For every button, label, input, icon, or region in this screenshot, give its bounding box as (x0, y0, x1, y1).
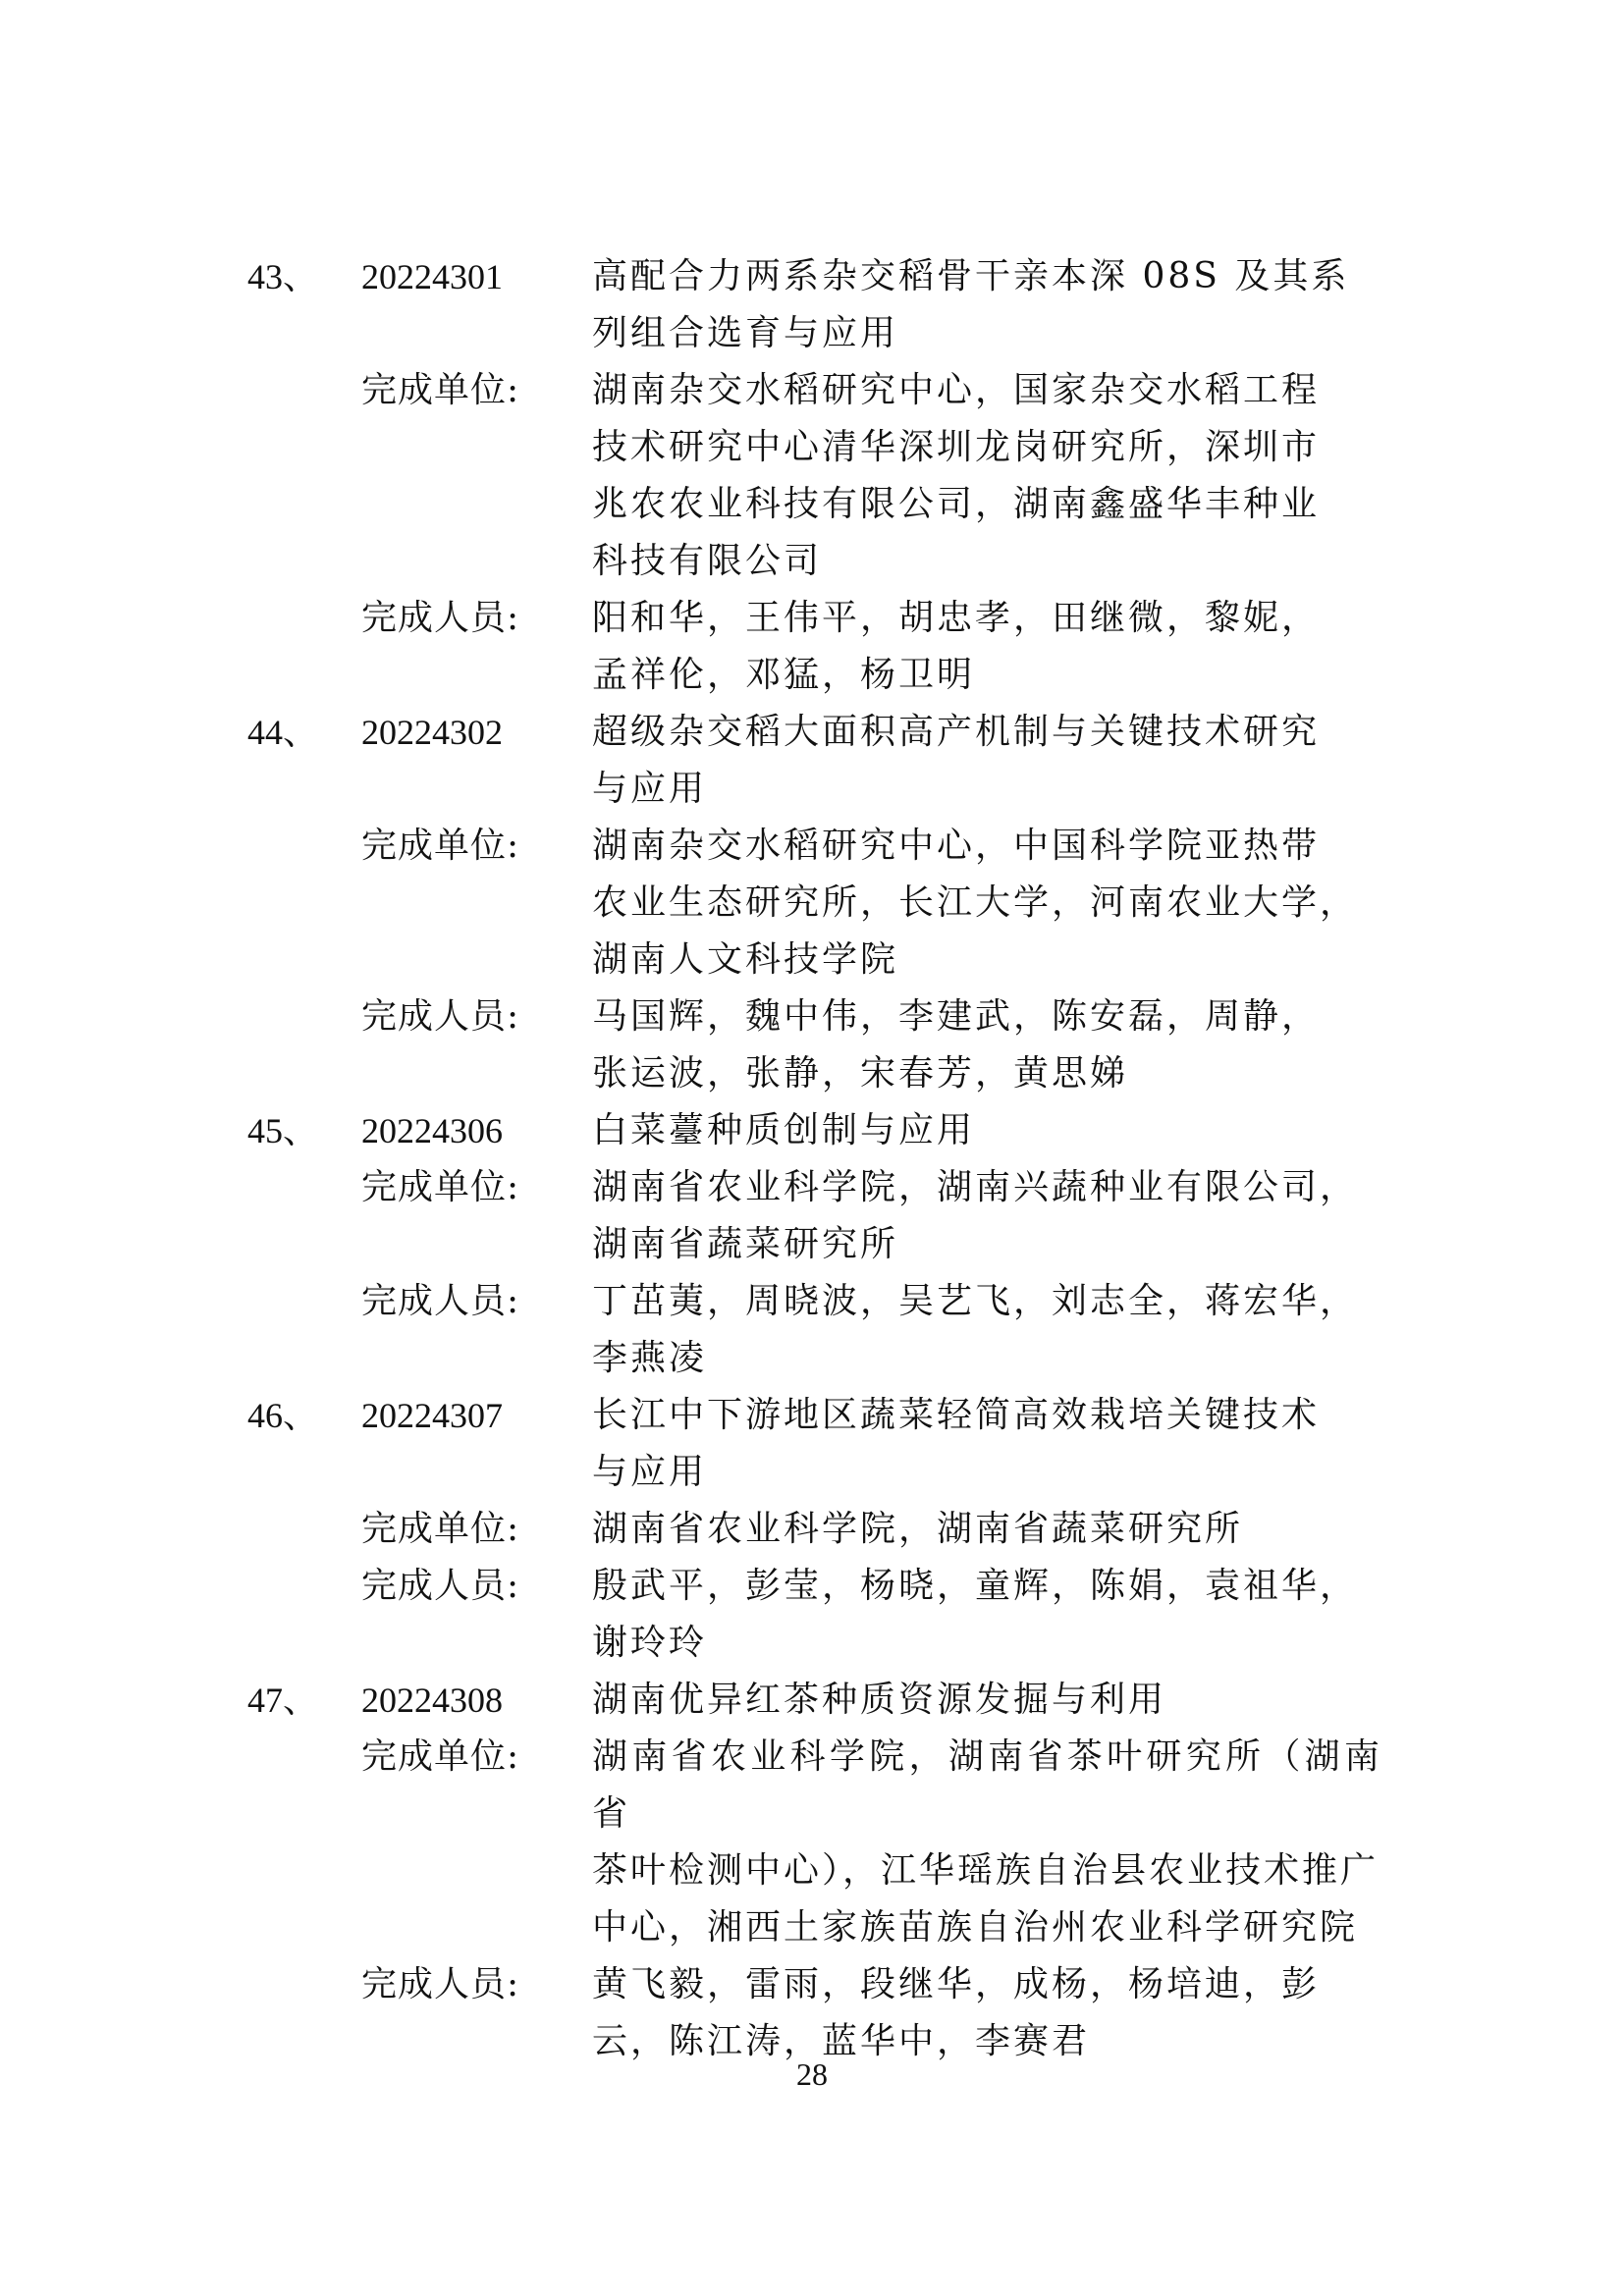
people-label: 完成人员: (361, 598, 520, 638)
award-entry (0, 1672, 1624, 2070)
units-line: 兆农农业科技有限公司，湖南鑫盛华丰种业 (592, 484, 1321, 524)
entry-code: 20224301 (361, 257, 503, 296)
title-line: 与应用 (592, 1452, 708, 1492)
people-line: 丁茁荑，周晓波，吴艺飞，刘志全，蒋宏华， (592, 1281, 1359, 1321)
people-text (592, 1956, 1382, 2070)
units-line: 湖南省农业科学院，湖南省蔬菜研究所 (592, 1509, 1244, 1549)
title-line: 超级杂交稻大面积高产机制与关键技术研究 (592, 712, 1321, 752)
title-text (592, 248, 1382, 362)
award-list (0, 248, 1624, 2070)
entry-code: 20224307 (361, 1396, 503, 1435)
units-text (592, 818, 1382, 988)
title-line: 与应用 (592, 769, 708, 809)
people-text (592, 1558, 1382, 1672)
title-row (0, 1102, 1624, 1159)
title-text (592, 1387, 1382, 1501)
award-entry (0, 248, 1624, 704)
units-line: 农业生态研究所，长江大学，河南农业大学， (592, 882, 1359, 923)
people-label: 完成人员: (361, 1566, 520, 1606)
award-entry (0, 1102, 1624, 1387)
people-text (592, 988, 1382, 1102)
units-line: 湖南省农业科学院，湖南兴蔬种业有限公司， (592, 1167, 1359, 1207)
units-text (592, 1159, 1382, 1273)
units-row (0, 1729, 1624, 1956)
people-text (592, 590, 1382, 704)
people-label: 完成人员: (361, 1281, 520, 1321)
units-row (0, 1501, 1624, 1558)
people-line: 马国辉，魏中伟，李建武，陈安磊，周静， (592, 996, 1321, 1037)
units-label: 完成单位: (361, 1736, 520, 1777)
units-line: 技术研究中心清华深圳龙岗研究所，深圳市 (592, 427, 1321, 467)
people-line: 黄飞毅，雷雨，段继华，成杨，杨培迪，彭 (592, 1964, 1321, 2004)
units-row (0, 818, 1624, 988)
units-label: 完成单位: (361, 1167, 520, 1207)
title-row (0, 1387, 1624, 1501)
units-label: 完成单位: (361, 370, 520, 410)
title-text (592, 1672, 1382, 1729)
units-line: 湖南杂交水稻研究中心，中国科学院亚热带 (592, 826, 1321, 866)
people-line: 李燕凌 (592, 1338, 708, 1378)
title-row (0, 704, 1624, 818)
people-label: 完成人员: (361, 1964, 520, 2004)
units-text (592, 362, 1382, 590)
people-line: 殷武平，彭莹，杨晓，童辉，陈娟，袁祖华， (592, 1566, 1359, 1606)
units-line: 中心，湘西土家族苗族自治州农业科学研究院 (592, 1907, 1359, 1948)
people-line: 阳和华，王伟平，胡忠孝，田继微，黎妮， (592, 598, 1321, 638)
units-row (0, 362, 1624, 590)
title-row (0, 1672, 1624, 1729)
title-line: 高配合力两系杂交稻骨干亲本深 08S 及其系 (592, 256, 1350, 296)
people-line: 谢玲玲 (592, 1623, 708, 1663)
people-label: 完成人员: (361, 996, 520, 1037)
people-row (0, 1956, 1624, 2070)
entry-number: 44、 (247, 713, 319, 752)
entry-number: 46、 (247, 1396, 319, 1435)
entry-code: 20224308 (361, 1681, 503, 1720)
people-row (0, 1558, 1624, 1672)
award-entry (0, 704, 1624, 1102)
people-row (0, 590, 1624, 704)
people-row (0, 1273, 1624, 1387)
entry-number: 43、 (247, 257, 319, 296)
units-line: 湖南省蔬菜研究所 (592, 1224, 899, 1264)
title-line: 列组合选育与应用 (592, 313, 899, 353)
units-line: 湖南杂交水稻研究中心，国家杂交水稻工程 (592, 370, 1321, 410)
units-text (592, 1501, 1382, 1558)
title-line: 长江中下游地区蔬菜轻简高效栽培关键技术 (592, 1395, 1321, 1435)
units-text (592, 1729, 1382, 1956)
units-line: 湖南省农业科学院，湖南省茶叶研究所（湖南省 (592, 1736, 1382, 1834)
page-number: 28 (796, 2056, 828, 2092)
entry-code: 20224302 (361, 713, 503, 752)
entry-code: 20224306 (361, 1111, 503, 1150)
title-text (592, 1102, 1382, 1159)
title-row (0, 248, 1624, 362)
title-line: 湖南优异红茶种质资源发掘与利用 (592, 1680, 1167, 1720)
people-line: 张运波，张静，宋春芳，黄思娣 (592, 1053, 1129, 1094)
title-line: 白菜薹种质创制与应用 (592, 1110, 976, 1150)
units-label: 完成单位: (361, 826, 520, 866)
entry-number: 45、 (247, 1111, 319, 1150)
units-row (0, 1159, 1624, 1273)
people-line: 云，陈江涛，蓝华中，李赛君 (592, 2021, 1091, 2061)
units-line: 科技有限公司 (592, 541, 823, 581)
title-text (592, 704, 1382, 818)
award-entry (0, 1387, 1624, 1672)
people-line: 孟祥伦，邓猛，杨卫明 (592, 655, 976, 695)
entry-number: 47、 (247, 1681, 319, 1720)
units-line: 茶叶检测中心），江华瑶族自治县农业技术推广 (592, 1850, 1380, 1891)
people-text (592, 1273, 1382, 1387)
units-line: 湖南人文科技学院 (592, 939, 899, 980)
people-row (0, 988, 1624, 1102)
units-label: 完成单位: (361, 1509, 520, 1549)
